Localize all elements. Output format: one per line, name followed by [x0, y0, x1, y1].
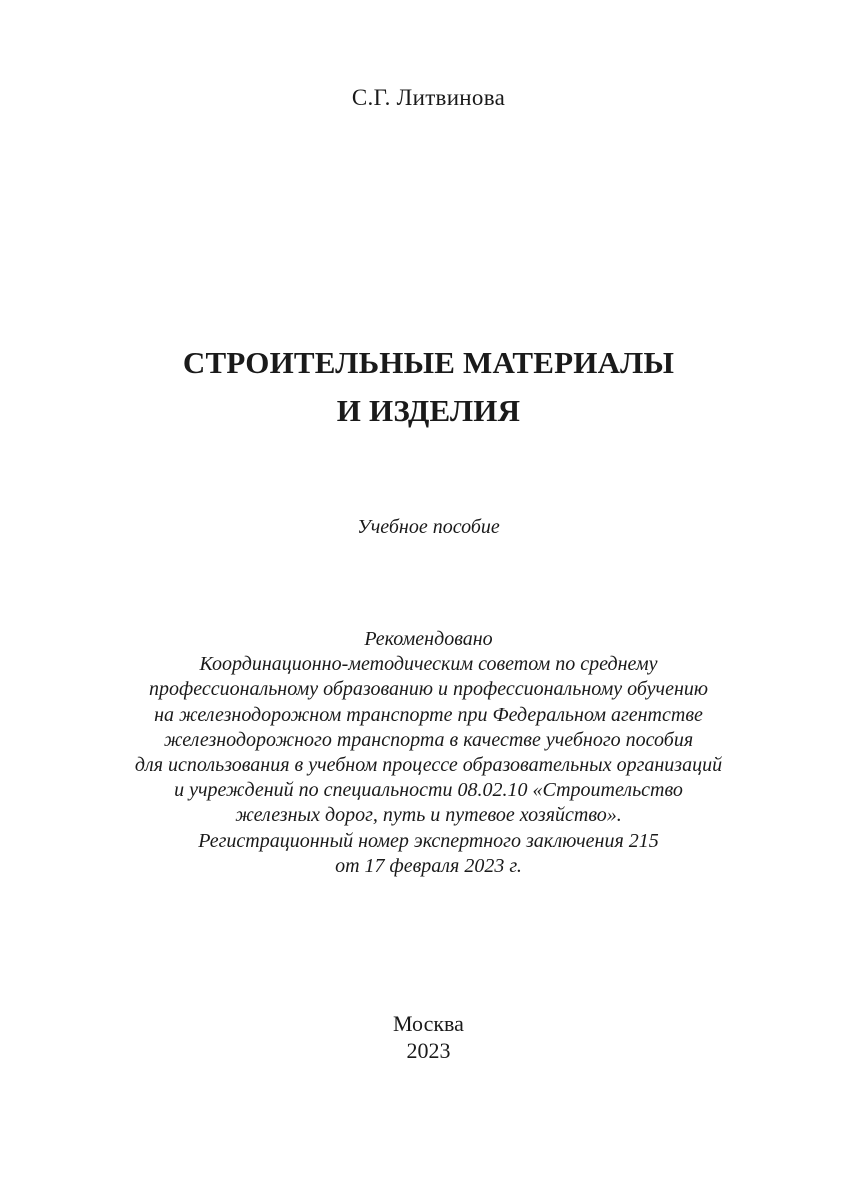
recommendation-line: от 17 февраля 2023 г. [335, 854, 522, 877]
book-title-line-2: И ИЗДЕЛИЯ [336, 393, 521, 428]
publisher-city: Москва [393, 1011, 464, 1036]
author-name: С.Г. Литвинова [351, 85, 506, 110]
publisher-block [0, 1010, 857, 1064]
book-subtitle: Учебное пособие [357, 516, 500, 538]
recommendation-line: Регистрационный номер экспертного заключения 215 [198, 829, 659, 852]
publication-year: 2023 [406, 1038, 451, 1063]
book-title [0, 339, 857, 435]
recommendation-line: профессиональному образованию и профессиональному обучению [149, 678, 708, 701]
recommendation-line: железных дорог, путь и путевое хозяйство». [235, 804, 622, 827]
recommendation-line: железнодорожного транспорта в качестве учебного пособия [163, 728, 694, 751]
recommendation-line: для использования в учебном процессе образовательных организаций [134, 754, 723, 777]
book-title-line-1: СТРОИТЕЛЬНЫЕ МАТЕРИАЛЫ [182, 345, 675, 380]
recommendation-line: на железнодорожном транспорте при Федеральном агентстве [154, 703, 703, 726]
recommendation-line: Координационно-методическим советом по среднему [199, 653, 658, 676]
recommendation-block [0, 627, 857, 879]
recommendation-line: и учреждений по специальности 08.02.10 «Строительство [174, 779, 683, 802]
recommendation-line: Рекомендовано [364, 628, 493, 650]
